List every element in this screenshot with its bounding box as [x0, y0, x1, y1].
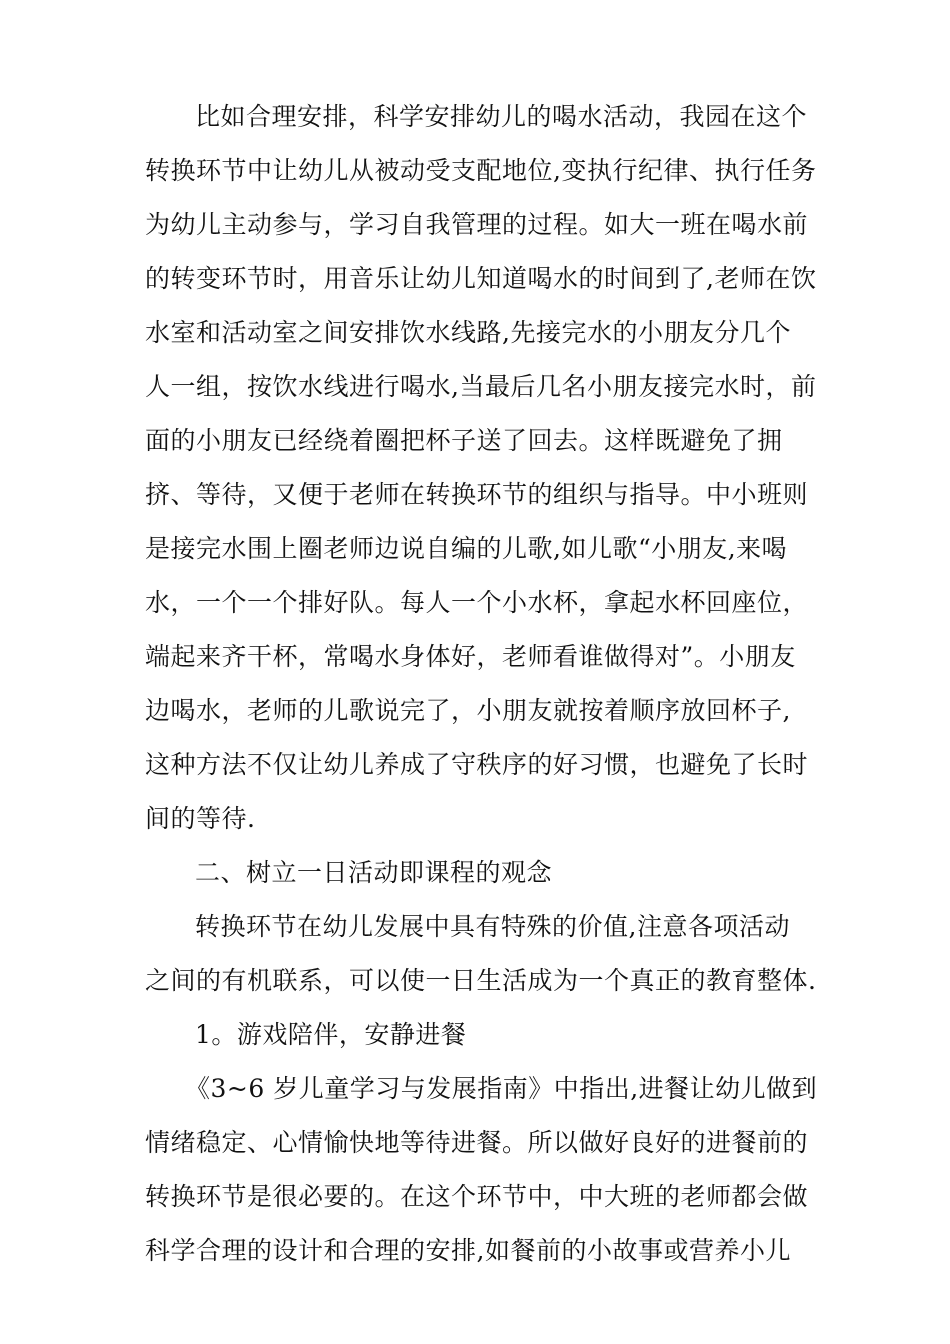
paragraph-line-2: 转换环节中让幼儿从被动受支配地位,变执行纪律、执行任务	[145, 156, 817, 185]
paragraph-line-1: 比如合理安排，科学安排幼儿的喝水活动，我园在这个	[195, 102, 808, 131]
paragraph-line-14: 间的等待.	[145, 804, 256, 833]
paragraph-line-7: 面的小朋友已经绕着圈把杯子送了回去。这样既避免了拥	[145, 426, 783, 455]
paragraph-line-6: 人一组，按饮水线进行喝水,当最后几名小朋友接完水时，前	[145, 372, 817, 401]
paragraph-line-20: 情绪稳定、心情愉快地等待进餐。所以做好良好的进餐前的	[145, 1128, 809, 1157]
paragraph-line-21: 转换环节是很必要的。在这个环节中，中大班的老师都会做	[145, 1182, 809, 1211]
subsection-heading: 1。游戏陪伴，安静进餐	[195, 1020, 467, 1049]
paragraph-line-4: 的转变环节时，用音乐让幼儿知道喝水的时间到了,老师在饮	[145, 264, 817, 293]
paragraph-line-10: 水，一个一个排好队。每人一个小水杯，拿起水杯回座位，	[145, 588, 809, 617]
paragraph-line-13: 这种方法不仅让幼儿养成了守秩序的好习惯，也避免了长时	[145, 750, 809, 779]
paragraph-line-22: 科学合理的设计和合理的安排,如餐前的小故事或营养小儿	[145, 1236, 791, 1265]
paragraph-line-11: 端起来齐干杯，常喝水身体好，老师看谁做得对”。小朋友	[145, 642, 796, 671]
section-heading: 二、树立一日活动即课程的观念	[195, 858, 553, 887]
paragraph-line-9: 是接完水围上圈老师边说自编的儿歌,如儿歌“小朋友,来喝	[145, 534, 788, 563]
paragraph-line-3: 为幼儿主动参与，学习自我管理的过程。如大一班在喝水前	[145, 210, 809, 239]
paragraph-line-8: 挤、等待，又便于老师在转换环节的组织与指导。中小班则	[145, 480, 809, 509]
paragraph-line-16: 转换环节在幼儿发展中具有特殊的价值,注意各项活动	[195, 912, 790, 941]
paragraph-line-12: 边喝水，老师的儿歌说完了，小朋友就按着顺序放回杯子,	[145, 696, 791, 725]
paragraph-line-19: 《3~6 岁儿童学习与发展指南》中指出,进餐让幼儿做到	[185, 1074, 818, 1103]
paragraph-line-5: 水室和活动室之间安排饮水线路,先接完水的小朋友分几个	[145, 318, 791, 347]
paragraph-line-17: 之间的有机联系，可以使一日生活成为一个真正的教育整体.	[145, 966, 817, 995]
